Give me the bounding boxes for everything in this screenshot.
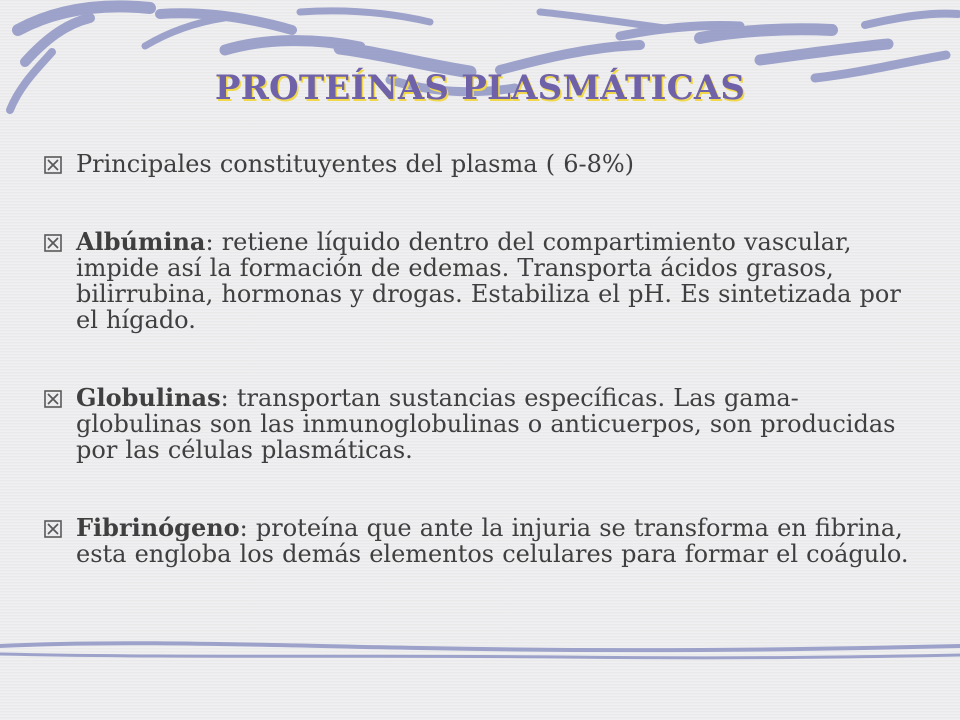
slide-title: PROTEÍNAS PLASMÁTICAS (214, 68, 746, 108)
bullet-text: : proteína que ante la injuria se transforma en fibrina, esta engloba los demás elementos celulares para formar el coágulo. (76, 514, 909, 568)
bullet-item (44, 515, 924, 567)
bullet-term: Fibrinógeno (76, 513, 240, 542)
boxed-x-icon (44, 156, 62, 174)
boxed-x-icon (44, 234, 62, 252)
bullet-term: Globulinas (76, 383, 221, 412)
boxed-x-icon (44, 520, 62, 538)
bullet-text: Principales constituyentes del plasma ( 6-8%) (76, 150, 635, 178)
bullet-list (44, 151, 924, 567)
boxed-x-icon (44, 390, 62, 408)
bullet-item (44, 385, 924, 463)
bullet-text: : transportan sustancias específicas. Las gama-globulinas son las inmunoglobulinas o anticuerpos, son producidas por las células plasmáticas. (76, 384, 896, 464)
bullet-item (44, 229, 924, 333)
bullet-item (44, 151, 924, 177)
bullet-text: : retiene líquido dentro del compartimiento vascular, impide así la formación de edemas. Transporta ácidos grasos, bilirrubina, hormonas y drogas. Estabiliza el pH. Es sintetizada por el hígado. (76, 228, 901, 334)
bullet-term: Albúmina (76, 227, 206, 256)
